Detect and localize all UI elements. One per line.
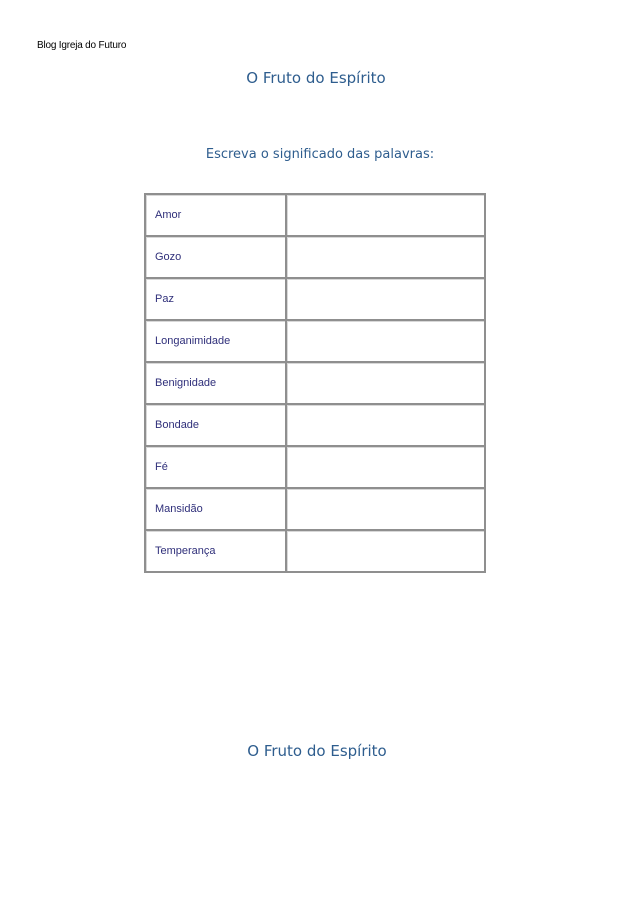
table-row bbox=[145, 362, 485, 404]
page-title-repeat-text: O Fruto do Espírito bbox=[247, 742, 387, 760]
word-cell: Fé bbox=[145, 446, 286, 488]
table-row bbox=[145, 236, 485, 278]
word-cell: Gozo bbox=[145, 236, 286, 278]
word-cell: Mansidão bbox=[145, 488, 286, 530]
word-cell: Benignidade bbox=[145, 362, 286, 404]
word-cell: Bondade bbox=[145, 404, 286, 446]
table-row bbox=[145, 488, 485, 530]
page-title bbox=[0, 69, 638, 87]
page-header: Blog Igreja do Futuro bbox=[37, 40, 127, 51]
table-row bbox=[145, 320, 485, 362]
meaning-cell[interactable] bbox=[286, 530, 485, 572]
table-row bbox=[145, 404, 485, 446]
meaning-cell[interactable] bbox=[286, 446, 485, 488]
word-cell: Longanimidade bbox=[145, 320, 286, 362]
instruction-label: Escreva o significado das palavras: bbox=[205, 147, 435, 162]
meaning-cell[interactable] bbox=[286, 320, 485, 362]
instruction-text bbox=[0, 147, 638, 162]
meaning-cell[interactable] bbox=[286, 278, 485, 320]
table-row bbox=[145, 278, 485, 320]
word-table bbox=[144, 193, 486, 573]
meaning-cell[interactable] bbox=[286, 404, 485, 446]
word-cell: Amor bbox=[145, 194, 286, 236]
meaning-cell[interactable] bbox=[286, 236, 485, 278]
page-title-repeat bbox=[0, 742, 638, 760]
table-row bbox=[145, 530, 485, 572]
table-row bbox=[145, 194, 485, 236]
page-title-text: O Fruto do Espírito bbox=[246, 69, 386, 87]
meaning-cell[interactable] bbox=[286, 194, 485, 236]
word-cell: Temperança bbox=[145, 530, 286, 572]
word-cell: Paz bbox=[145, 278, 286, 320]
table-row bbox=[145, 446, 485, 488]
meaning-cell[interactable] bbox=[286, 362, 485, 404]
meaning-cell[interactable] bbox=[286, 488, 485, 530]
